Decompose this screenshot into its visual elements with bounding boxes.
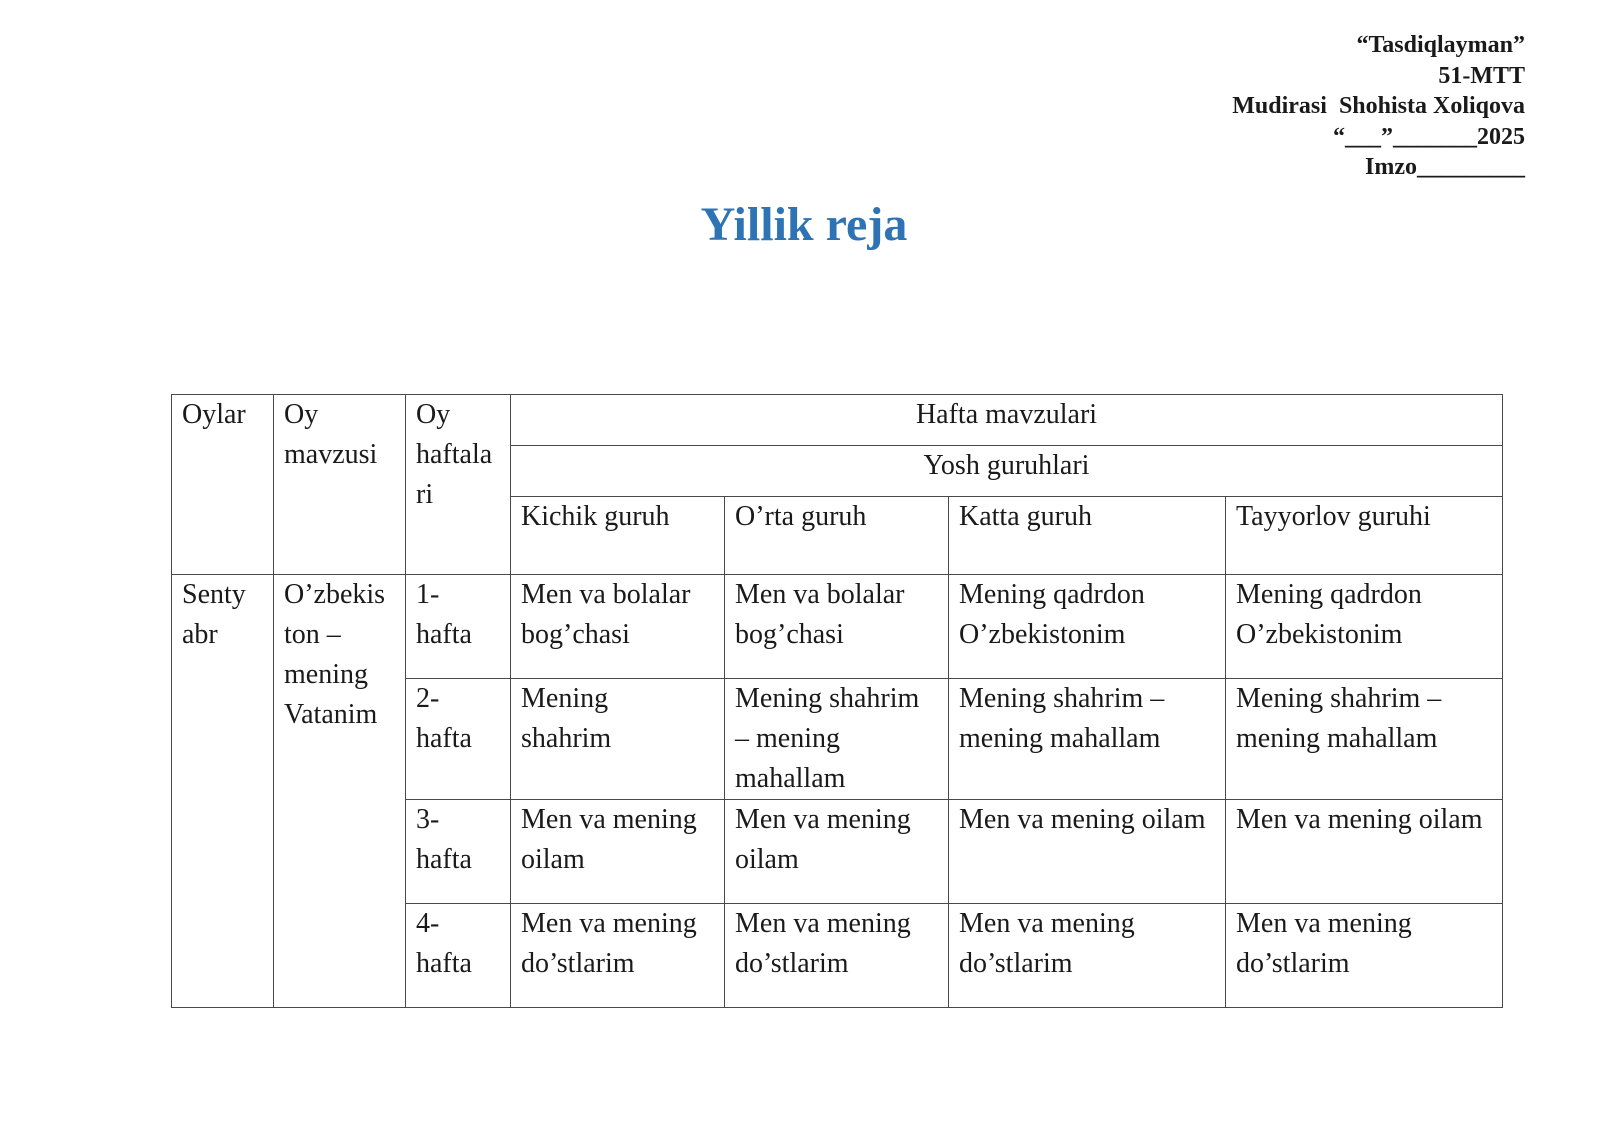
header-group-senior: Katta guruh bbox=[949, 497, 1226, 575]
approval-director: Mudirasi Shohista Xoliqova bbox=[1232, 93, 1525, 119]
topic-cell: Men va mening oilam bbox=[1226, 800, 1503, 904]
week-cell: 1- hafta bbox=[406, 575, 511, 679]
topic-cell: Mening shahrim bbox=[511, 679, 725, 800]
week-cell: 4- hafta bbox=[406, 904, 511, 1008]
approval-block bbox=[1232, 30, 1525, 183]
topic-cell: Men va bolalar bog’chasi bbox=[725, 575, 949, 679]
month-topic-cell: O’zbekis ton – mening Vatanim bbox=[274, 575, 406, 1008]
topic-cell: Men va mening oilam bbox=[725, 800, 949, 904]
topic-cell: Mening qadrdon O’zbekistonim bbox=[949, 575, 1226, 679]
topic-cell: Men va mening do’stlarim bbox=[949, 904, 1226, 1008]
topic-cell: Mening shahrim – mening mahallam bbox=[725, 679, 949, 800]
topic-cell: Men va mening do’stlarim bbox=[1226, 904, 1503, 1008]
week-cell: 2- hafta bbox=[406, 679, 511, 800]
header-months: Oylar bbox=[172, 395, 274, 575]
topic-cell: Men va mening do’stlarim bbox=[511, 904, 725, 1008]
topic-cell: Men va mening do’stlarim bbox=[725, 904, 949, 1008]
approval-title: “Tasdiqlayman” bbox=[1356, 32, 1525, 58]
table-row bbox=[172, 575, 1503, 679]
approval-date: “___”_______2025 bbox=[1333, 123, 1525, 150]
topic-cell: Mening qadrdon O’zbekistonim bbox=[1226, 575, 1503, 679]
header-row-1 bbox=[172, 395, 1503, 446]
topic-cell: Mening shahrim – mening mahallam bbox=[1226, 679, 1503, 800]
header-group-preparatory: Tayyorlov guruhi bbox=[1226, 497, 1503, 575]
page-title: Yillik reja bbox=[700, 198, 908, 251]
header-month-weeks: Oy haftala ri bbox=[406, 395, 511, 575]
topic-cell: Men va mening oilam bbox=[511, 800, 725, 904]
header-age-groups: Yosh guruhlari bbox=[511, 446, 1503, 497]
header-group-small: Kichik guruh bbox=[511, 497, 725, 575]
month-cell: Senty abr bbox=[172, 575, 274, 1008]
approval-institution: 51-MTT bbox=[1438, 62, 1525, 89]
header-month-topic: Oy mavzusi bbox=[274, 395, 406, 575]
topic-cell: Men va bolalar bog’chasi bbox=[511, 575, 725, 679]
annual-plan-table bbox=[171, 394, 1503, 1008]
header-group-middle: O’rta guruh bbox=[725, 497, 949, 575]
topic-cell: Mening shahrim – mening mahallam bbox=[949, 679, 1226, 800]
topic-cell: Men va mening oilam bbox=[949, 800, 1226, 904]
approval-signature: Imzo_________ bbox=[1365, 154, 1525, 180]
header-week-topics: Hafta mavzulari bbox=[511, 395, 1503, 446]
week-cell: 3- hafta bbox=[406, 800, 511, 904]
